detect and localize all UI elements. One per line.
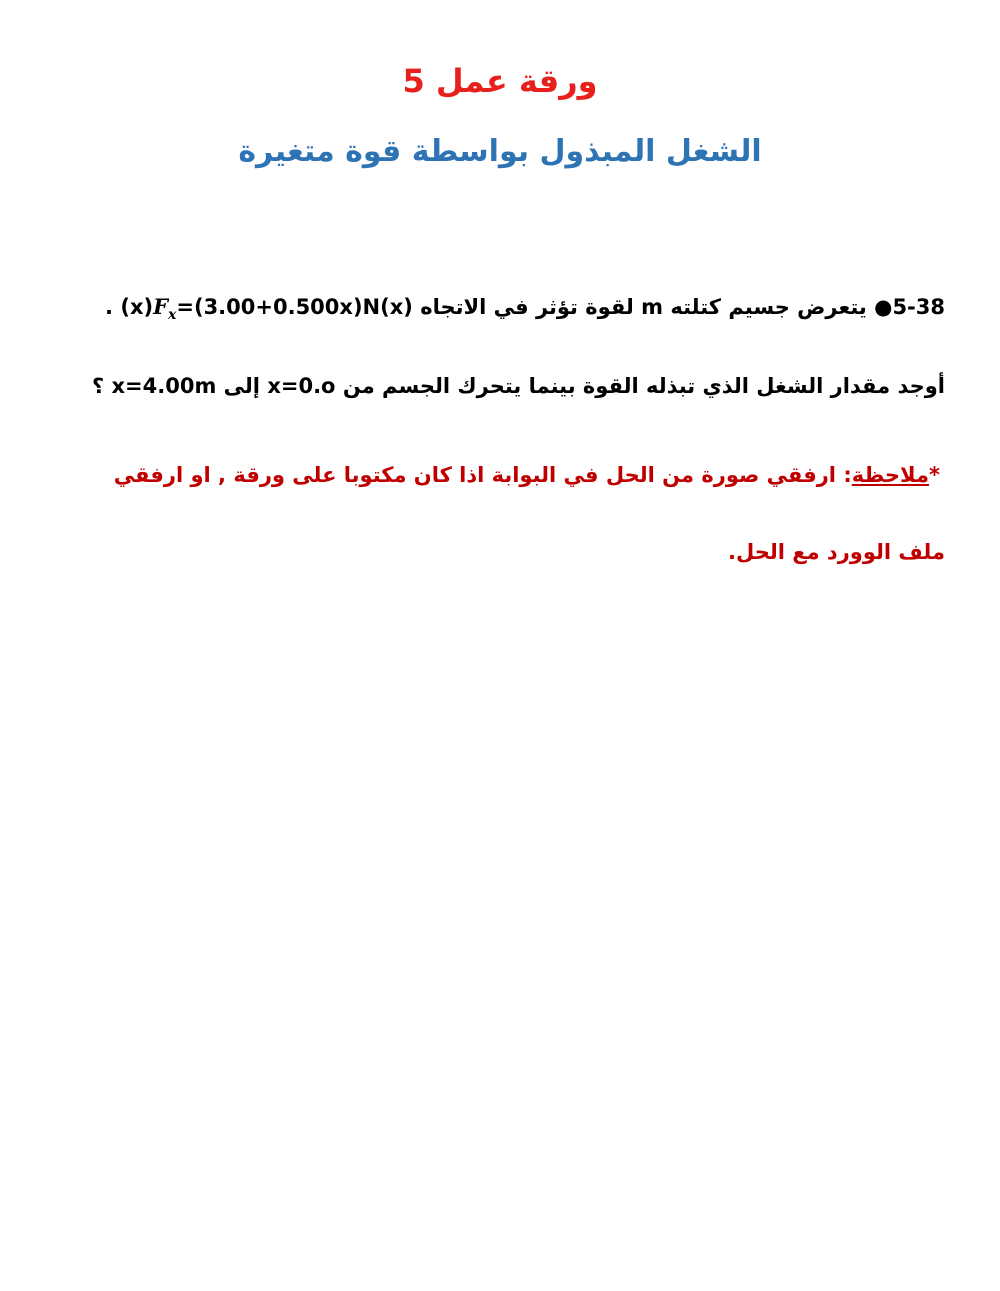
question-line2-part1: أوجد مقدار الشغل الذي تبذله القوة بينما يتحرك الجسم من (342, 374, 945, 398)
question-text-part1: يتعرض جسيم كتلته (670, 295, 867, 319)
question-line-2 (92, 374, 945, 398)
note-colon: : (843, 463, 852, 487)
question-mark: ؟ (92, 374, 105, 398)
question-number: ●5-38 (874, 295, 945, 319)
worksheet-subtitle: الشغل المبذول بواسطة قوة متغيرة (238, 134, 762, 169)
note-label: ملاحظة (851, 463, 930, 487)
end-dot: . (105, 295, 114, 319)
mass-symbol: m (641, 295, 664, 319)
note-line-1 (114, 463, 940, 487)
worksheet-title: ورقة عمل 5 (402, 62, 598, 100)
force-expression: =(3.00+0.500x)N(x) (176, 295, 413, 319)
question-text-part2: لقوة تؤثر في الاتجاه (420, 295, 634, 319)
force-formula: $(x)F_x=(3.00+0.500x)N(x)$ (120, 294, 413, 324)
note-star: * (929, 463, 940, 487)
question-line-1 (105, 294, 945, 323)
from-value: x=0.o (267, 374, 336, 398)
question-line2-part2: إلى (223, 374, 261, 398)
note-text-1: ارفقي صورة من الحل في البوابة اذا كان مكتوبا على ورقة , او ارفقي (113, 463, 837, 487)
note-line-2: ملف الوورد مع الحل. (728, 540, 945, 564)
to-value: x=4.00m (111, 374, 217, 398)
force-symbol: $F_x$ (153, 294, 177, 324)
